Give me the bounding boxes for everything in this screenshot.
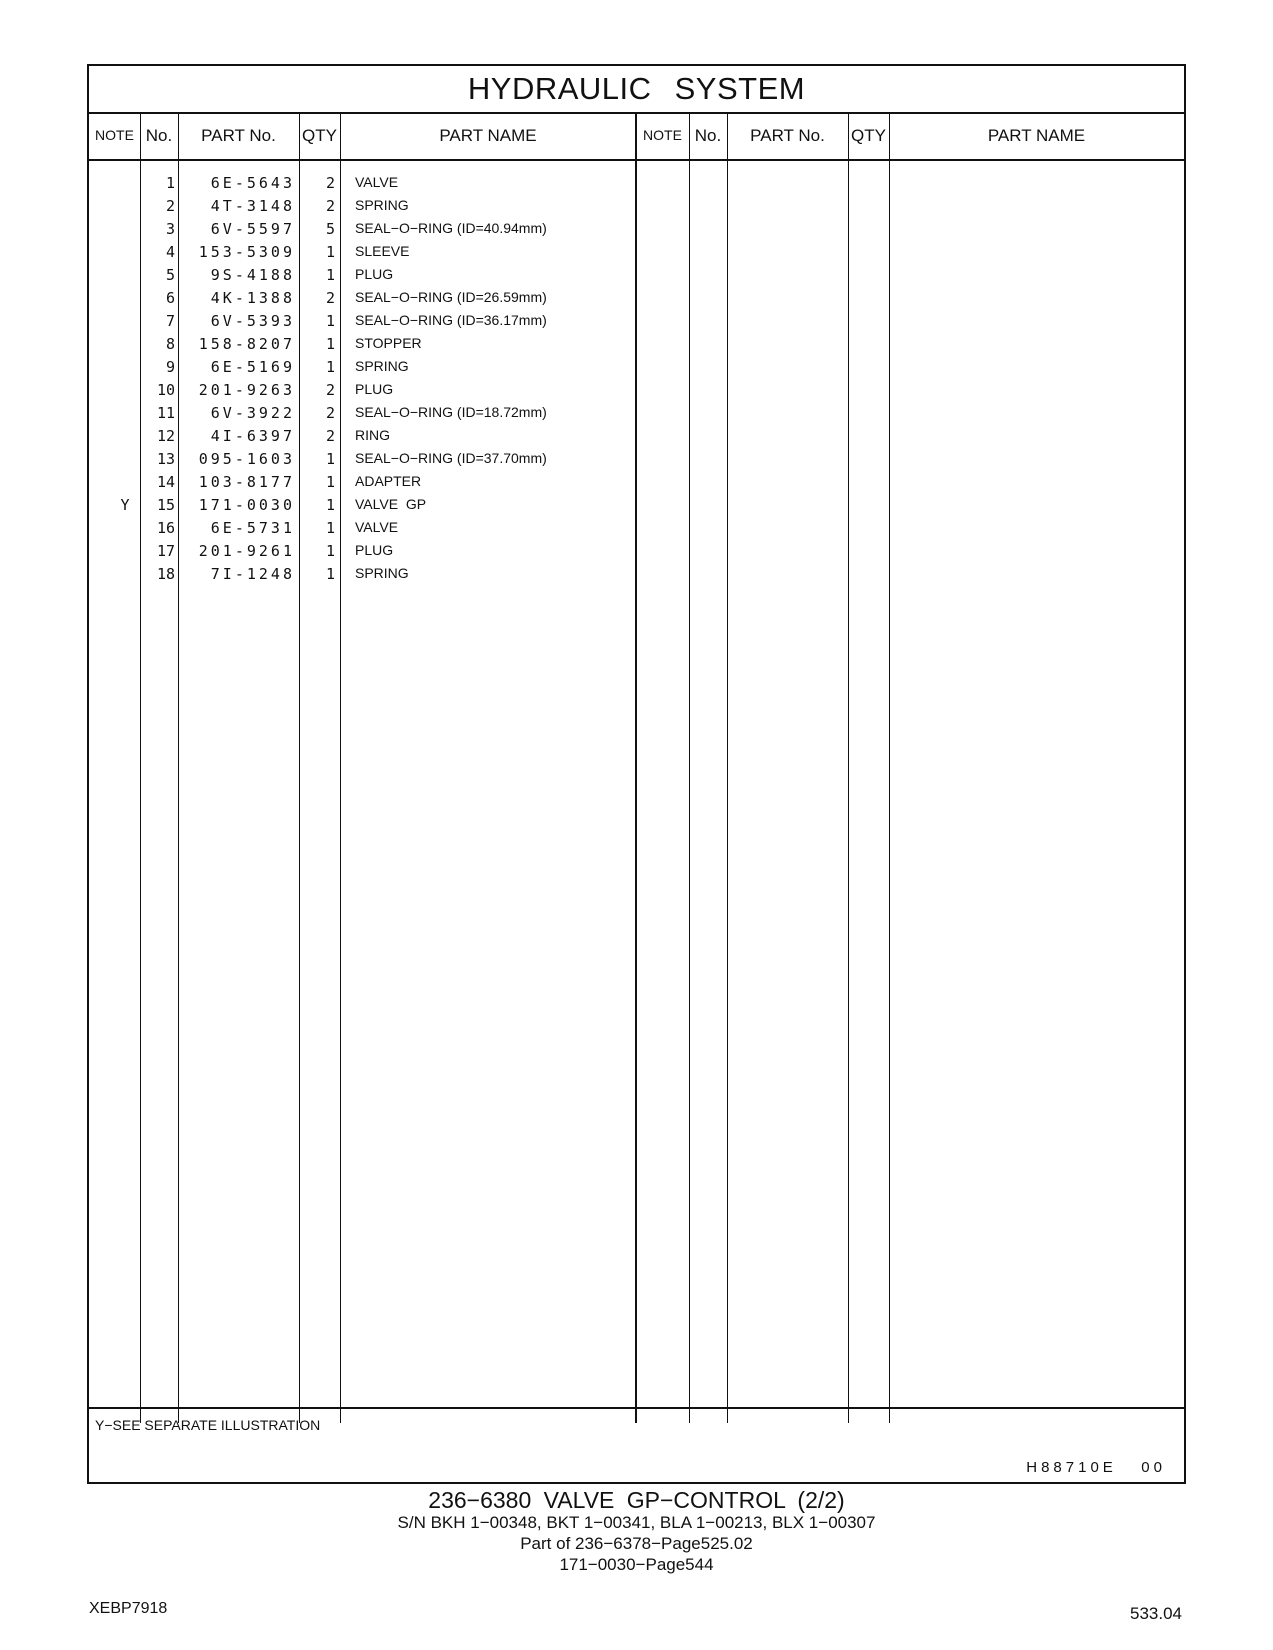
row-quantity: 1 (325, 335, 335, 353)
row-part-name: SPRING (355, 197, 409, 213)
row-quantity: 1 (325, 542, 335, 560)
row-quantity: 1 (325, 312, 335, 330)
row-part-number: 6V-5393 (210, 312, 295, 330)
row-quantity: 2 (325, 174, 335, 192)
row-part-number: 9S-4188 (210, 266, 295, 284)
row-part-number: 153-5309 (198, 243, 295, 261)
caption-ref: 171−0030−Page544 (559, 1555, 714, 1574)
row-part-number: 6V-3922 (210, 404, 295, 422)
row-part-name: RING (355, 427, 390, 443)
row-quantity: 2 (325, 427, 335, 445)
row-item-number: 6 (165, 289, 175, 307)
row-part-number: 158-8207 (198, 335, 295, 353)
table-row (89, 220, 1184, 243)
table-row (89, 335, 1184, 358)
table-row (89, 404, 1184, 427)
caption-main: 236−6380 VALVE GP−CONTROL (2/2) (428, 1487, 845, 1513)
row-part-name: PLUG (355, 266, 394, 282)
row-item-number: 11 (156, 404, 175, 422)
header-part-name-right: PART NAME (987, 126, 1086, 145)
row-item-number: 10 (156, 381, 175, 399)
row-part-number: 4I-6397 (210, 427, 295, 445)
row-item-number: 13 (156, 450, 175, 468)
row-part-name: SLEEVE (355, 243, 410, 259)
page-number: 533.04 (1130, 1604, 1182, 1623)
table-row (89, 565, 1184, 588)
row-quantity: 1 (325, 266, 335, 284)
header-no-right: No. (694, 126, 722, 145)
row-quantity: 5 (325, 220, 335, 238)
header-qty-right: QTY (851, 126, 886, 145)
row-quantity: 2 (325, 381, 335, 399)
row-quantity: 1 (325, 243, 335, 261)
table-row (89, 473, 1184, 496)
row-part-number: 4T-3148 (210, 197, 295, 215)
row-quantity: 1 (325, 496, 335, 514)
row-part-name: VALVE (355, 519, 399, 535)
row-part-name: SEAL−O−RING (ID=26.59mm) (355, 289, 547, 305)
drawing-code: H88710E 00 (1026, 1459, 1166, 1476)
table-row (89, 289, 1184, 312)
table-row (89, 381, 1184, 404)
row-part-name: VALVE GP (355, 496, 427, 512)
row-item-number: 3 (165, 220, 175, 238)
row-part-name: VALVE (355, 174, 399, 190)
row-part-number: 095-1603 (198, 450, 295, 468)
row-note: Y (120, 496, 130, 514)
row-part-number: 6E-5643 (210, 174, 295, 192)
row-part-name: PLUG (355, 381, 394, 397)
table-row (89, 174, 1184, 197)
row-quantity: 2 (325, 404, 335, 422)
row-part-number: 103-8177 (198, 473, 295, 491)
footer-divider (89, 1407, 1184, 1409)
section-title: HYDRAULIC SYSTEM (89, 66, 1184, 114)
header-part-name-left: PART NAME (439, 126, 537, 145)
table-row (89, 542, 1184, 565)
header-part-no-right: PART No. (750, 126, 825, 145)
row-item-number: 12 (156, 427, 175, 445)
row-quantity: 2 (325, 289, 335, 307)
table-row (89, 358, 1184, 381)
table-row (89, 427, 1184, 450)
row-part-number: 6E-5169 (210, 358, 295, 376)
row-part-number: 201-9263 (198, 381, 295, 399)
row-quantity: 1 (325, 565, 335, 583)
row-item-number: 5 (165, 266, 175, 284)
row-part-number: 4K-1388 (210, 289, 295, 307)
row-part-name: ADAPTER (355, 473, 422, 489)
row-item-number: 14 (156, 473, 175, 491)
row-part-name: SEAL−O−RING (ID=18.72mm) (355, 404, 547, 420)
header-no-left: No. (145, 126, 173, 145)
table-row (89, 450, 1184, 473)
caption-part-of: Part of 236−6378−Page525.02 (520, 1534, 753, 1553)
row-part-number: 201-9261 (198, 542, 295, 560)
parts-list-sheet (87, 64, 1186, 1484)
row-quantity: 1 (325, 450, 335, 468)
note-legend: Y−SEE SEPARATE ILLUSTRATION (95, 1417, 321, 1433)
row-item-number: 16 (156, 519, 175, 537)
table-row (89, 266, 1184, 289)
row-quantity: 1 (325, 473, 335, 491)
document-id: XEBP7918 (89, 1600, 168, 1617)
row-item-number: 9 (165, 358, 175, 376)
caption-serials: S/N BKH 1−00348, BKT 1−00341, BLA 1−00213, BLX 1−00307 (397, 1513, 876, 1532)
row-item-number: 18 (156, 565, 175, 583)
row-part-number: 171-0030 (198, 496, 295, 514)
row-item-number: 8 (165, 335, 175, 353)
row-quantity: 2 (325, 197, 335, 215)
header-part-no-left: PART No. (201, 126, 276, 145)
header-note-right: NOTE (643, 127, 682, 143)
row-quantity: 1 (325, 519, 335, 537)
header-note-left: NOTE (95, 127, 134, 143)
header-qty-left: QTY (302, 126, 337, 145)
table-row (89, 519, 1184, 542)
row-item-number: 4 (165, 243, 175, 261)
row-item-number: 2 (165, 197, 175, 215)
row-part-name: SPRING (355, 565, 409, 581)
row-part-name: SEAL−O−RING (ID=40.94mm) (355, 220, 547, 236)
row-part-name: SPRING (355, 358, 409, 374)
table-row (89, 496, 1184, 519)
row-part-name: PLUG (355, 542, 394, 558)
row-part-number: 6V-5597 (210, 220, 295, 238)
row-part-number: 6E-5731 (210, 519, 295, 537)
row-quantity: 1 (325, 358, 335, 376)
table-row (89, 197, 1184, 220)
row-part-name: SEAL−O−RING (ID=36.17mm) (355, 312, 547, 328)
row-item-number: 15 (156, 496, 175, 514)
table-row (89, 243, 1184, 266)
table-row (89, 312, 1184, 335)
row-item-number: 17 (156, 542, 175, 560)
row-item-number: 1 (165, 174, 175, 192)
row-part-name: SEAL−O−RING (ID=37.70mm) (355, 450, 547, 466)
row-item-number: 7 (165, 312, 175, 330)
row-part-number: 7I-1248 (210, 565, 295, 583)
row-part-name: STOPPER (355, 335, 422, 351)
